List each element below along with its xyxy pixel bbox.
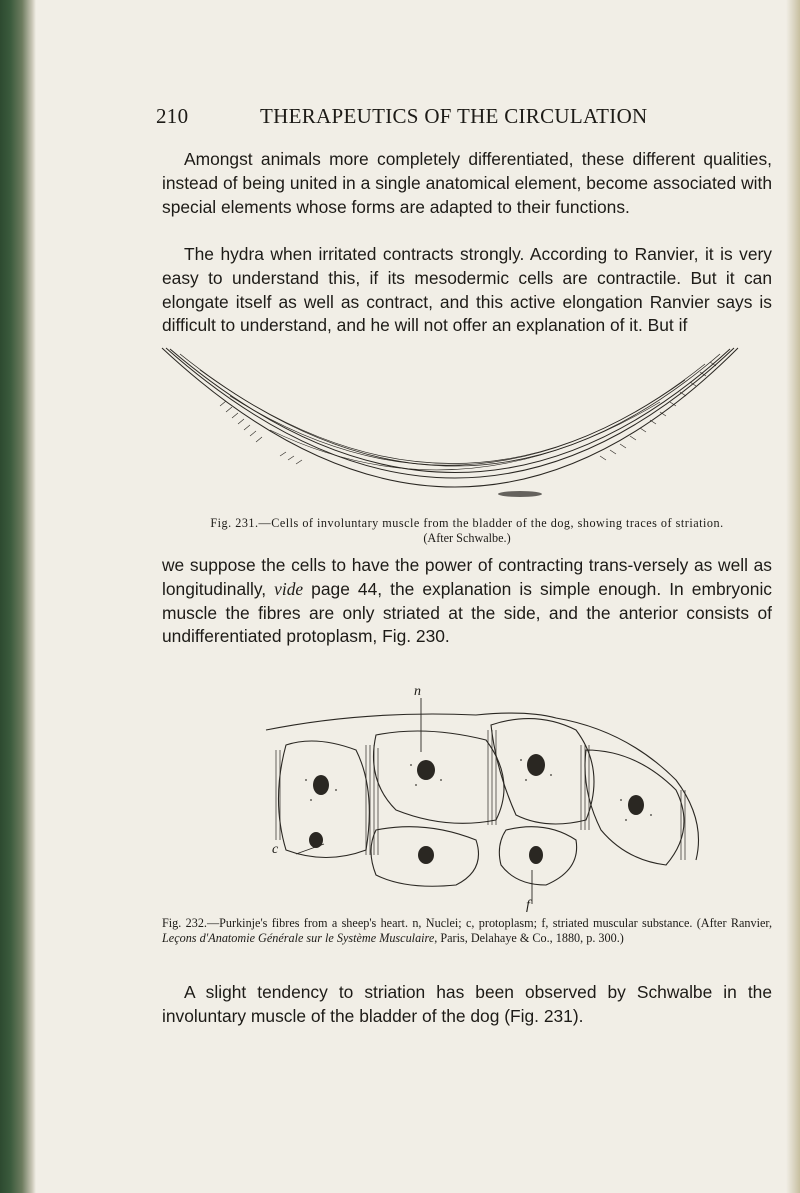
figure-232-caption-text-a: Fig. 232.—Purkinje's fibres from a sheep's heart. n, Nuclei; c, protoplasm; f, striated muscular substance. (After Ranvier,: [162, 916, 772, 930]
paragraph-3-text-a: we suppose the cells to have the power of contracting trans-versely as well as longitudinally,: [162, 555, 772, 599]
figure-232-caption: [162, 916, 772, 945]
running-title: THERAPEUTICS OF THE CIRCULATION: [260, 104, 648, 128]
paragraph-3-italic: vide: [274, 578, 304, 599]
paragraph-4-text: A slight tendency to striation has been observed by Schwalbe in the involuntary muscle of the bladder of the dog (Fig. 231).: [162, 982, 772, 1026]
figure-231-caption-line-2: (After Schwalbe.): [423, 530, 511, 545]
paragraph-4: [162, 981, 772, 1029]
figure-231-caption: [162, 516, 772, 545]
paragraph-1: [162, 148, 772, 219]
figure-232-label-f: f: [526, 898, 530, 913]
figure-232-label-c: c: [272, 842, 279, 857]
figure-232-label-n: n: [414, 684, 421, 699]
figure-231-caption-line-1: Fig. 231.—Cells of involuntary muscle from the bladder of the dog, showing traces of striation.: [210, 516, 724, 530]
paragraph-2-text: The hydra when irritated contracts strongly. According to Ranvier, it is very easy to understand this, if its mesodermic cells are contractile. But it can elongate itself as well as contract, and this active elongation Ranvier says is difficult to understand, and he will not offer an explanation of it. But if: [162, 244, 772, 336]
figure-231-illustration: [160, 346, 750, 514]
page-edge-shadow: [786, 0, 800, 1193]
figure-232-caption-text-b: , Paris, Delahaye & Co., 1880, p. 300.): [434, 930, 624, 945]
paragraph-1-text: Amongst animals more completely differentiated, these different qualities, instead of being united in a single anatomical element, become associated with special elements whose forms are adapted to their functions.: [162, 149, 772, 217]
paragraph-2: [162, 243, 772, 338]
purkinje-fibres-drawing: [226, 690, 716, 906]
muscle-cells-drawing: [160, 346, 750, 514]
figure-232-illustration: [226, 684, 716, 913]
figure-232-caption-italic: Leçons d'Anatomie Générale sur le Système Musculaire: [162, 930, 435, 945]
book-page: [36, 0, 786, 1193]
book-binding-edge: [0, 0, 36, 1193]
paragraph-3: [162, 554, 772, 649]
page-number: 210: [156, 104, 189, 128]
paragraph-3-text-b: page 44, the explanation is simple enough. In embryonic muscle the fibres are only striated at the side, and the anterior consists of undifferentiated protoplasm, Fig. 230.: [162, 578, 772, 647]
